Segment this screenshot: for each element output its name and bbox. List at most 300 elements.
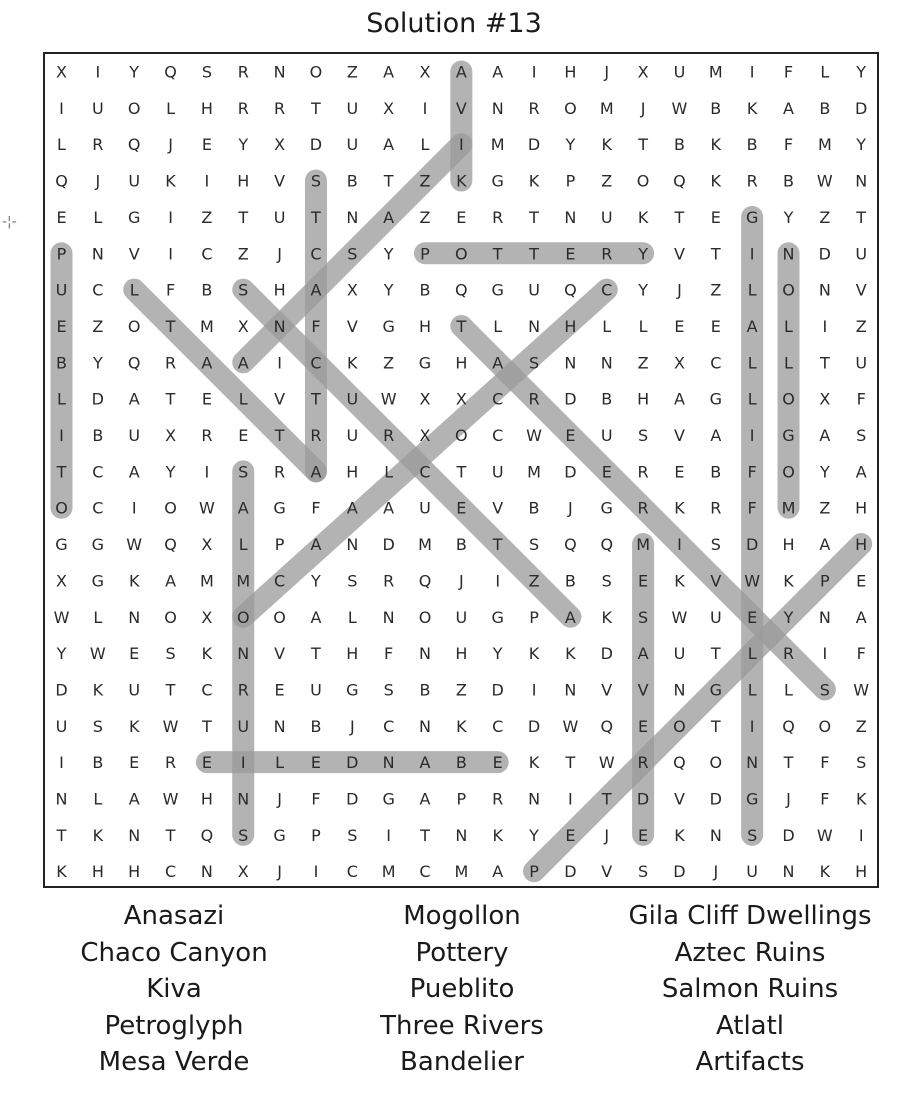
grid-letter: L bbox=[747, 353, 757, 373]
grid-letter: A bbox=[128, 789, 140, 809]
grid-letter: D bbox=[91, 389, 105, 409]
grid-letter: I bbox=[59, 98, 64, 118]
grid-letter: K bbox=[201, 644, 213, 664]
grid-letter: G bbox=[782, 426, 795, 445]
grid-letter: V bbox=[601, 862, 613, 882]
grid-letter: N bbox=[346, 207, 359, 227]
grid-letter: D bbox=[818, 244, 832, 264]
grid-letter: V bbox=[673, 789, 685, 809]
grid-letter: N bbox=[128, 607, 141, 627]
grid-letter: A bbox=[419, 753, 431, 773]
grid-letter: S bbox=[92, 716, 103, 736]
grid-letter: A bbox=[383, 62, 395, 82]
grid-letter: K bbox=[456, 716, 467, 736]
grid-letter: A bbox=[383, 135, 395, 155]
grid-letter: P bbox=[311, 825, 321, 845]
grid-letter: S bbox=[747, 825, 758, 845]
grid-letter: I bbox=[131, 498, 137, 518]
grid-letter: A bbox=[855, 607, 867, 627]
grid-letter: X bbox=[56, 571, 67, 591]
grid-letter: N bbox=[128, 825, 141, 845]
grid-letter: A bbox=[746, 316, 758, 336]
word-item: Kiva bbox=[146, 974, 202, 1005]
grid-letter: T bbox=[311, 207, 321, 227]
grid-letter: T bbox=[238, 207, 249, 227]
grid-letter: J bbox=[168, 135, 173, 155]
grid-letter: Q bbox=[564, 280, 577, 300]
grid-letter: M bbox=[199, 316, 214, 336]
grid-letter: V bbox=[855, 280, 867, 300]
grid-letter: K bbox=[92, 825, 104, 845]
grid-letter: X bbox=[419, 62, 431, 82]
grid-letter: F bbox=[311, 316, 321, 336]
grid-letter: R bbox=[164, 753, 177, 773]
grid-letter: Z bbox=[855, 716, 867, 736]
grid-letter: J bbox=[786, 789, 791, 809]
grid-letter: E bbox=[310, 753, 322, 773]
grid-letter: Y bbox=[238, 135, 249, 155]
grid-letter: D bbox=[309, 135, 323, 155]
grid-letter: B bbox=[710, 98, 722, 118]
grid-letter: H bbox=[346, 644, 359, 664]
grid-letter: V bbox=[601, 680, 613, 700]
grid-letter: U bbox=[673, 644, 686, 664]
grid-letter: E bbox=[56, 316, 67, 336]
grid-letter: R bbox=[92, 135, 104, 155]
grid-letter: B bbox=[455, 753, 467, 773]
grid-letter: O bbox=[636, 171, 650, 191]
grid-letter: E bbox=[201, 389, 212, 409]
grid-letter: L bbox=[93, 789, 103, 809]
grid-letter: R bbox=[237, 680, 249, 700]
grid-letter: E bbox=[638, 716, 649, 736]
grid-letter: U bbox=[128, 426, 141, 445]
grid-letter: G bbox=[491, 280, 504, 300]
grid-letter: J bbox=[640, 98, 646, 118]
grid-letter: Y bbox=[56, 644, 67, 664]
grid-letter: R bbox=[782, 644, 795, 664]
grid-letter: R bbox=[492, 789, 504, 809]
grid-letter: I bbox=[531, 680, 537, 700]
grid-letter: C bbox=[310, 353, 322, 373]
grid-letter: I bbox=[822, 316, 828, 336]
grid-letter: M bbox=[599, 98, 614, 118]
grid-letter: Q bbox=[673, 753, 686, 773]
grid-letter: S bbox=[638, 862, 649, 882]
grid-letter: R bbox=[201, 426, 213, 445]
grid-letter: P bbox=[565, 171, 576, 191]
grid-letter: R bbox=[383, 426, 395, 445]
grid-letter: X bbox=[383, 98, 395, 118]
grid-letter: Y bbox=[856, 135, 867, 155]
grid-letter: K bbox=[347, 353, 358, 373]
grid-letter: E bbox=[456, 498, 467, 518]
grid-letter: D bbox=[491, 680, 504, 700]
grid-letter: D bbox=[346, 753, 359, 773]
grid-letter: Q bbox=[418, 571, 432, 591]
grid-letter: C bbox=[710, 353, 722, 373]
grid-letter: X bbox=[165, 426, 177, 445]
grid-letter: X bbox=[819, 389, 831, 409]
grid-letter: G bbox=[709, 680, 723, 700]
grid-letter: H bbox=[855, 498, 868, 518]
grid-letter: E bbox=[710, 316, 721, 336]
grid-letter: N bbox=[382, 753, 395, 773]
grid-letter: H bbox=[855, 535, 868, 555]
grid-letter: Y bbox=[565, 135, 576, 155]
grid-letter: D bbox=[55, 680, 68, 700]
grid-letter: U bbox=[491, 462, 504, 482]
grid-letter: N bbox=[528, 316, 541, 336]
grid-letter: X bbox=[237, 862, 249, 882]
grid-letter: L bbox=[820, 62, 830, 82]
grid-letter: J bbox=[677, 280, 682, 300]
grid-letter: I bbox=[277, 353, 282, 373]
grid-letter: K bbox=[128, 571, 140, 591]
grid-letter: U bbox=[237, 716, 250, 736]
grid-letter: A bbox=[310, 280, 322, 300]
grid-letter: I bbox=[495, 571, 501, 591]
grid-letter: Z bbox=[237, 244, 249, 264]
grid-letter: I bbox=[240, 753, 246, 773]
grid-letter: H bbox=[128, 862, 141, 882]
grid-letter: R bbox=[601, 244, 613, 264]
grid-letter: E bbox=[129, 753, 140, 773]
grid-letter: P bbox=[56, 244, 67, 264]
grid-letter: G bbox=[600, 498, 613, 518]
word-item: Pottery bbox=[415, 937, 509, 968]
grid-letter: K bbox=[456, 171, 467, 191]
grid-letter: S bbox=[528, 535, 540, 555]
grid-letter: T bbox=[601, 789, 612, 809]
grid-letter: M bbox=[708, 62, 723, 82]
grid-letter: U bbox=[55, 716, 68, 736]
grid-letter: N bbox=[237, 789, 250, 809]
grid-letter: R bbox=[274, 462, 286, 482]
grid-letter: T bbox=[456, 462, 467, 482]
grid-letter: M bbox=[490, 135, 505, 155]
grid-letter: V bbox=[673, 426, 685, 445]
grid-letter: O bbox=[782, 462, 795, 482]
grid-letter: W bbox=[671, 98, 688, 118]
grid-letter: A bbox=[346, 498, 358, 518]
grid-letter: D bbox=[527, 135, 541, 155]
grid-letter: L bbox=[57, 389, 66, 409]
grid-letters bbox=[54, 63, 870, 882]
grid-letter: A bbox=[237, 353, 249, 373]
grid-letter: E bbox=[638, 571, 649, 591]
word-item: Chaco Canyon bbox=[80, 937, 268, 968]
grid-letter: Y bbox=[165, 462, 176, 482]
grid-letter: F bbox=[165, 280, 176, 300]
grid-letter: K bbox=[855, 789, 867, 809]
grid-letter: K bbox=[92, 680, 104, 700]
grid-letter: B bbox=[819, 98, 831, 118]
grid-letter: S bbox=[347, 244, 358, 264]
grid-letter: U bbox=[855, 244, 868, 264]
grid-letter: B bbox=[710, 462, 722, 482]
grid-letter: I bbox=[168, 207, 173, 227]
grid-letter: Q bbox=[564, 535, 577, 555]
grid-letter: L bbox=[347, 607, 357, 627]
grid-letter: L bbox=[166, 98, 176, 118]
grid-letter: G bbox=[91, 535, 105, 555]
grid-letter: X bbox=[637, 62, 649, 82]
grid-letter: B bbox=[92, 426, 104, 445]
grid-letter: K bbox=[674, 825, 685, 845]
grid-letter: C bbox=[92, 280, 104, 300]
grid-letter: X bbox=[56, 62, 67, 82]
grid-letter: U bbox=[600, 426, 613, 445]
grid-letter: K bbox=[601, 607, 612, 627]
grid-letter: Z bbox=[819, 498, 831, 518]
grid-letter: Z bbox=[419, 171, 431, 191]
grid-letter: E bbox=[856, 571, 867, 591]
grid-letter: R bbox=[528, 389, 540, 409]
grid-letter: C bbox=[492, 389, 504, 409]
grid-letter: U bbox=[600, 207, 613, 227]
grid-letter: F bbox=[820, 753, 830, 773]
grid-letter: Z bbox=[419, 207, 431, 227]
grid-letter: J bbox=[277, 244, 282, 264]
grid-letter: E bbox=[674, 316, 685, 336]
grid-letter: H bbox=[782, 535, 795, 555]
grid-letter: K bbox=[165, 171, 176, 191]
grid-letter: E bbox=[201, 753, 212, 773]
grid-letter: R bbox=[746, 171, 758, 191]
grid-letter: S bbox=[638, 426, 649, 445]
grid-letter: K bbox=[56, 862, 67, 882]
grid-letter: T bbox=[165, 316, 176, 336]
grid-letter: I bbox=[313, 862, 319, 882]
grid-letter: A bbox=[564, 607, 576, 627]
grid-letter: O bbox=[236, 607, 250, 627]
grid-letter: V bbox=[274, 644, 286, 664]
grid-letter: H bbox=[418, 316, 432, 336]
grid-letter: A bbox=[673, 389, 685, 409]
grid-letter: G bbox=[418, 353, 432, 373]
grid-letter: T bbox=[165, 680, 176, 700]
word-item: Pueblito bbox=[409, 974, 515, 1005]
grid-letter: N bbox=[528, 789, 541, 809]
grid-letter: D bbox=[673, 862, 686, 882]
grid-letter: A bbox=[455, 62, 467, 82]
grid-letter: C bbox=[92, 498, 104, 518]
grid-letter: W bbox=[162, 789, 179, 809]
grid-letter: Z bbox=[455, 680, 467, 700]
grid-letter: E bbox=[638, 825, 649, 845]
grid-letter: B bbox=[528, 498, 540, 518]
grid-letter: D bbox=[564, 862, 577, 882]
grid-letter: R bbox=[637, 462, 649, 482]
grid-letter: L bbox=[747, 644, 757, 664]
grid-letter: S bbox=[601, 571, 612, 591]
grid-letter: W bbox=[853, 680, 870, 700]
grid-letter: A bbox=[165, 571, 177, 591]
grid-letter: T bbox=[638, 135, 648, 155]
grid-letter: T bbox=[311, 389, 321, 409]
grid-letter: C bbox=[274, 571, 286, 591]
grid-letter: U bbox=[91, 98, 104, 118]
grid-letter: Q bbox=[55, 171, 68, 191]
page-title: Solution #13 bbox=[366, 8, 542, 39]
grid-letter: H bbox=[91, 862, 104, 882]
grid-letter: G bbox=[273, 825, 286, 845]
grid-letter: K bbox=[565, 644, 576, 664]
grid-letter: R bbox=[637, 498, 649, 518]
grid-letter: T bbox=[819, 353, 830, 373]
grid-letter: W bbox=[53, 607, 70, 627]
grid-letter: S bbox=[856, 426, 867, 445]
grid-letter: K bbox=[528, 171, 540, 191]
grid-letter: N bbox=[818, 280, 831, 300]
grid-letter: L bbox=[93, 607, 103, 627]
grid-letter: A bbox=[492, 62, 504, 82]
grid-letter: N bbox=[382, 607, 395, 627]
word-item: Mesa Verde bbox=[98, 1047, 250, 1078]
grid-letter: R bbox=[383, 571, 395, 591]
grid-letter: V bbox=[274, 389, 286, 409]
grid-letter: N bbox=[564, 680, 577, 700]
grid-letter: O bbox=[818, 716, 832, 736]
grid-letter: T bbox=[202, 716, 212, 736]
grid-letter: H bbox=[564, 316, 577, 336]
grid-letter: U bbox=[55, 280, 68, 300]
grid-letter: T bbox=[710, 716, 721, 736]
grid-letter: U bbox=[528, 280, 540, 300]
grid-letter: L bbox=[747, 680, 757, 700]
grid-letter: T bbox=[311, 98, 321, 118]
grid-letter: F bbox=[747, 498, 757, 518]
grid-letter: I bbox=[677, 535, 682, 555]
grid-letter: A bbox=[783, 98, 794, 118]
grid-letter: W bbox=[526, 426, 542, 445]
grid-letter: T bbox=[274, 426, 285, 445]
grid-letter: T bbox=[710, 644, 721, 664]
grid-letter: H bbox=[455, 644, 468, 664]
grid-letter: L bbox=[57, 135, 66, 155]
grid-letter: C bbox=[201, 680, 213, 700]
grid-letter: A bbox=[819, 535, 831, 555]
grid-letter: Y bbox=[311, 571, 321, 591]
grid-letter: Q bbox=[600, 716, 614, 736]
word-item: Gila Cliff Dwellings bbox=[628, 901, 872, 931]
grid-letter: Q bbox=[200, 825, 214, 845]
grid-letter: A bbox=[637, 644, 649, 664]
grid-letter: I bbox=[749, 716, 755, 736]
grid-letter: I bbox=[858, 825, 864, 845]
grid-letter: E bbox=[565, 244, 576, 264]
grid-letter: K bbox=[674, 498, 685, 518]
grid-letter: G bbox=[709, 389, 723, 409]
grid-letter: K bbox=[528, 644, 540, 664]
grid-letter: V bbox=[346, 316, 358, 336]
grid-letter: N bbox=[855, 171, 868, 191]
grid-letter: E bbox=[274, 680, 285, 700]
grid-letter: S bbox=[856, 753, 867, 773]
grid-letter: K bbox=[710, 171, 722, 191]
grid-letter: Y bbox=[383, 244, 394, 264]
grid-letter: Y bbox=[819, 462, 830, 482]
grid-letter: S bbox=[528, 353, 540, 373]
grid-letter: E bbox=[238, 426, 249, 445]
grid-letter: I bbox=[422, 98, 428, 118]
grid-letter: N bbox=[55, 789, 68, 809]
grid-letter: A bbox=[419, 789, 431, 809]
grid-letter: D bbox=[745, 535, 759, 555]
grid-letter: S bbox=[347, 825, 358, 845]
grid-letter: H bbox=[564, 62, 577, 82]
grid-letter: B bbox=[92, 753, 104, 773]
grid-letter: D bbox=[564, 389, 577, 409]
grid-letter: J bbox=[568, 498, 573, 518]
grid-letter: N bbox=[455, 825, 468, 845]
grid-letter: Z bbox=[855, 316, 867, 336]
grid-letter: M bbox=[236, 571, 251, 591]
grid-letter: Y bbox=[529, 825, 539, 845]
grid-letter: W bbox=[198, 498, 215, 518]
grid-letter: O bbox=[55, 498, 68, 518]
grid-letter: T bbox=[383, 171, 394, 191]
grid-letter: R bbox=[492, 207, 504, 227]
solution-highlight bbox=[531, 544, 861, 871]
grid-letter: U bbox=[128, 171, 141, 191]
grid-letter: R bbox=[164, 353, 177, 373]
grid-letter: S bbox=[638, 607, 649, 627]
grid-letter: F bbox=[856, 644, 866, 664]
grid-letter: A bbox=[383, 207, 395, 227]
grid-letter: S bbox=[383, 680, 394, 700]
grid-letter: X bbox=[201, 607, 213, 627]
grid-letter: V bbox=[637, 680, 649, 700]
grid-letter: L bbox=[784, 316, 793, 336]
grid-letter: E bbox=[56, 207, 67, 227]
grid-letter: L bbox=[275, 753, 285, 773]
grid-letter: M bbox=[781, 498, 796, 518]
grid-letter: Z bbox=[819, 207, 831, 227]
grid-letter: A bbox=[492, 862, 504, 882]
grid-letter: I bbox=[59, 426, 64, 445]
grid-letter: Q bbox=[127, 135, 141, 155]
grid-letter: L bbox=[747, 280, 757, 300]
grid-letter: I bbox=[386, 825, 392, 845]
grid-letter: I bbox=[204, 462, 210, 482]
grid-letter: C bbox=[346, 862, 358, 882]
grid-letter: Q bbox=[164, 62, 177, 82]
word-list-column-3 bbox=[600, 898, 900, 1081]
grid-letter: B bbox=[455, 535, 467, 555]
grid-letter: I bbox=[568, 789, 573, 809]
grid-letter: B bbox=[783, 171, 794, 191]
grid-letter: N bbox=[564, 207, 577, 227]
grid-letter: T bbox=[529, 244, 539, 264]
grid-letter: V bbox=[710, 571, 722, 591]
grid-letter: H bbox=[273, 280, 286, 300]
grid-letter: S bbox=[165, 644, 176, 664]
grid-letter: N bbox=[673, 680, 686, 700]
grid-letter: G bbox=[745, 207, 759, 227]
grid-letter: X bbox=[419, 426, 431, 445]
grid-letter: T bbox=[456, 316, 467, 336]
grid-letter: D bbox=[709, 789, 722, 809]
grid-letter: A bbox=[310, 535, 322, 555]
word-item: Salmon Ruins bbox=[661, 974, 839, 1005]
grid-letter: L bbox=[384, 462, 394, 482]
grid-letter: F bbox=[856, 389, 866, 409]
grid-letter: H bbox=[237, 171, 250, 191]
word-list-column-1 bbox=[24, 898, 324, 1081]
word-item: Atlatl bbox=[715, 1010, 785, 1041]
